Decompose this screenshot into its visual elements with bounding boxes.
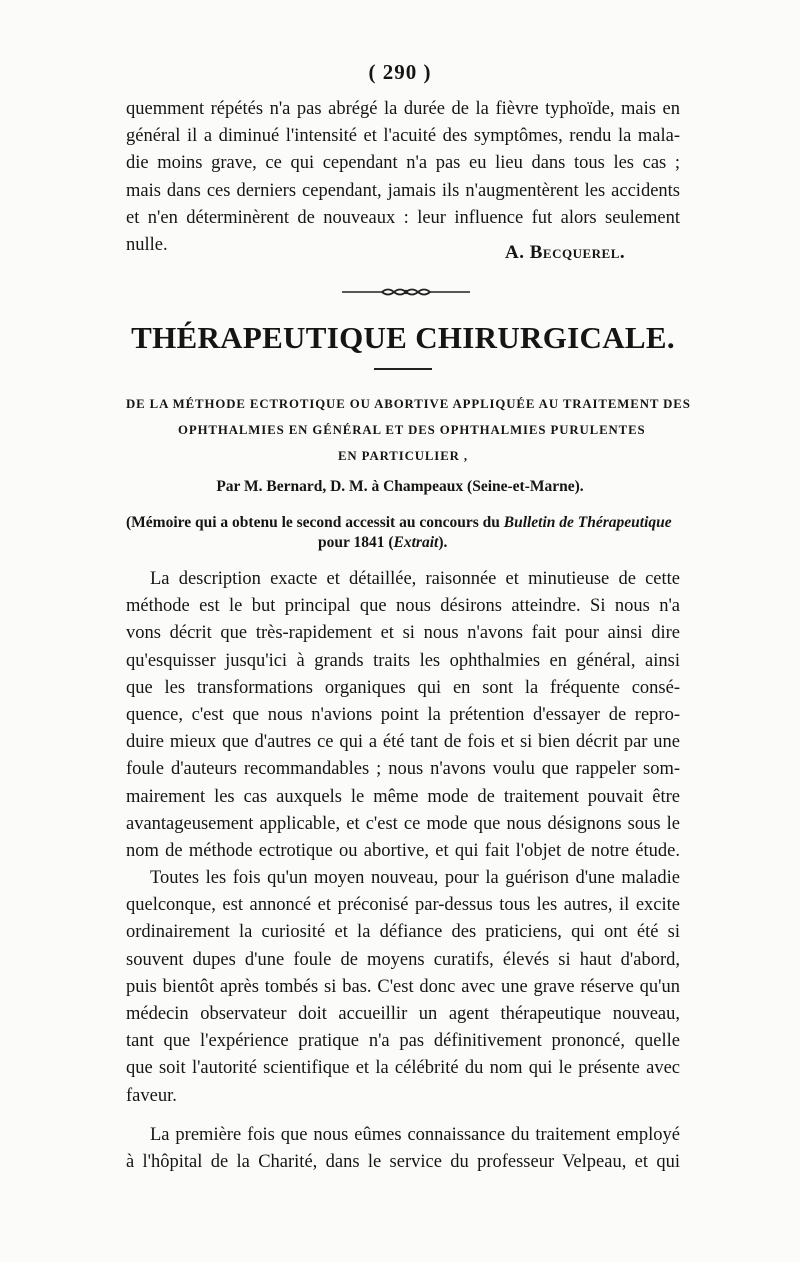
byline: Par M. Bernard, D. M. à Champeaux (Seine-et-Marne). [216, 478, 584, 495]
text-line: La description exacte et détaillée, raisonnée et minutieuse de cette [150, 569, 680, 589]
text-line: méthode est le but principal que nous désirons atteindre. Si nous n'a [126, 596, 680, 617]
text-line: vons décrit que très-rapidement et si nous n'avons fait pour ainsi dire [126, 623, 680, 644]
memoire-text: (Mémoire qui a obtenu le second accessit au concours du [126, 514, 504, 531]
text-line: à l'hôpital de la Charité, dans le service du professeur Velpeau, et qui [126, 1151, 680, 1172]
text-line: puis bientôt après tombés si bas. C'est donc avec une grave réserve qu'un [126, 976, 680, 997]
text-line: nom de méthode ectrotique ou abortive, et qui fait l'objet de notre étude. [126, 840, 680, 861]
text-line: que soit l'autorité scientifique et la célébrité du nom qui le présente avec [126, 1058, 680, 1079]
text-line: duire mieux que d'autres ce qui a été tant de fois et si bien décrit par une [126, 732, 680, 753]
text-line: quence, c'est que nous n'avions point la prétention d'essayer de repro- [126, 704, 680, 725]
text-line: quelconque, est annoncé et préconisé par-dessus tous les autres, il excite [126, 895, 680, 916]
paragraph-2 [126, 865, 680, 1110]
text-line: général il a diminué l'intensité et l'acuité des symptômes, rendu la mala- [126, 126, 680, 147]
memoire-note-line1 [126, 514, 680, 532]
ornament-divider [342, 285, 470, 299]
text-line: mais dans ces derniers cependant, jamais ils n'augmentèrent les accidents [126, 180, 680, 201]
paragraph-3 [126, 1122, 680, 1176]
memoire-note-line2 [318, 534, 800, 552]
article-body [126, 566, 680, 1176]
signature-name: Becquerel. [529, 242, 626, 263]
top-paragraph [126, 96, 680, 259]
memoire-text: ). [438, 534, 448, 551]
section-title: THÉRAPEUTIQUE CHIRURGICALE. [131, 320, 675, 355]
article-heading-line: EN PARTICULIER , [338, 449, 468, 463]
paragraph-1 [126, 566, 680, 865]
author-signature [505, 242, 625, 264]
memoire-text: pour 1841 ( [318, 534, 394, 551]
extract-label: Extrait [393, 534, 439, 551]
text-line: et n'en déterminèrent de nouveaux : leur influence fut alors seulement [126, 207, 680, 228]
signature-initial: A. [505, 242, 525, 263]
paragraph-gap [126, 1110, 680, 1122]
text-line: Toutes les fois qu'un moyen nouveau, pour la guérison d'une maladie [150, 868, 680, 889]
title-rule [374, 368, 432, 370]
text-line: souvent dupes d'une foule de moyens curatifs, élevés si haut d'abord, [126, 949, 680, 970]
text-line: médecin observateur doit accueillir un agent thérapeutique nouveau, [126, 1004, 680, 1024]
text-line: die moins grave, ce qui cependant n'a pas eu lieu dans tous les cas ; [126, 153, 680, 174]
text-line: tant que l'expérience pratique n'a pas définitivement prononcé, quelle [126, 1031, 680, 1052]
text-line: La première fois que nous eûmes connaissance du traitement employé [150, 1124, 680, 1145]
text-line: qu'esquisser jusqu'ici à grands traits les ophthalmies en général, ainsi [126, 650, 680, 671]
text-line: quemment répétés n'a pas abrégé la durée de la fièvre typhoïde, mais en [126, 99, 680, 119]
text-line: mairement les cas auxquels le même mode de traitement pouvait être [126, 786, 680, 807]
text-line: que les transformations organiques qui en sont la fréquente consé- [126, 677, 680, 698]
text-line: ordinairement la curiosité et la défiance des praticiens, qui ont été si [126, 922, 680, 943]
article-heading-line: DE LA MÉTHODE ECTROTIQUE OU ABORTIVE APPLIQUÉE AU TRAITEMENT DES [126, 397, 691, 411]
text-line: faveur. [126, 1085, 177, 1106]
text-line: avantageusement applicable, et c'est ce mode que nous désignons sous le [126, 813, 680, 834]
text-line: nulle. [126, 234, 168, 255]
article-heading-line: OPHTHALMIES EN GÉNÉRAL ET DES OPHTHALMIES PURULENTES [178, 423, 646, 437]
page-number: ( 290 ) [368, 60, 432, 84]
journal-title: Bulletin de Thérapeutique [503, 514, 672, 531]
text-line: foule d'auteurs recommandables ; nous n'avons voulu que rappeler som- [126, 759, 680, 780]
